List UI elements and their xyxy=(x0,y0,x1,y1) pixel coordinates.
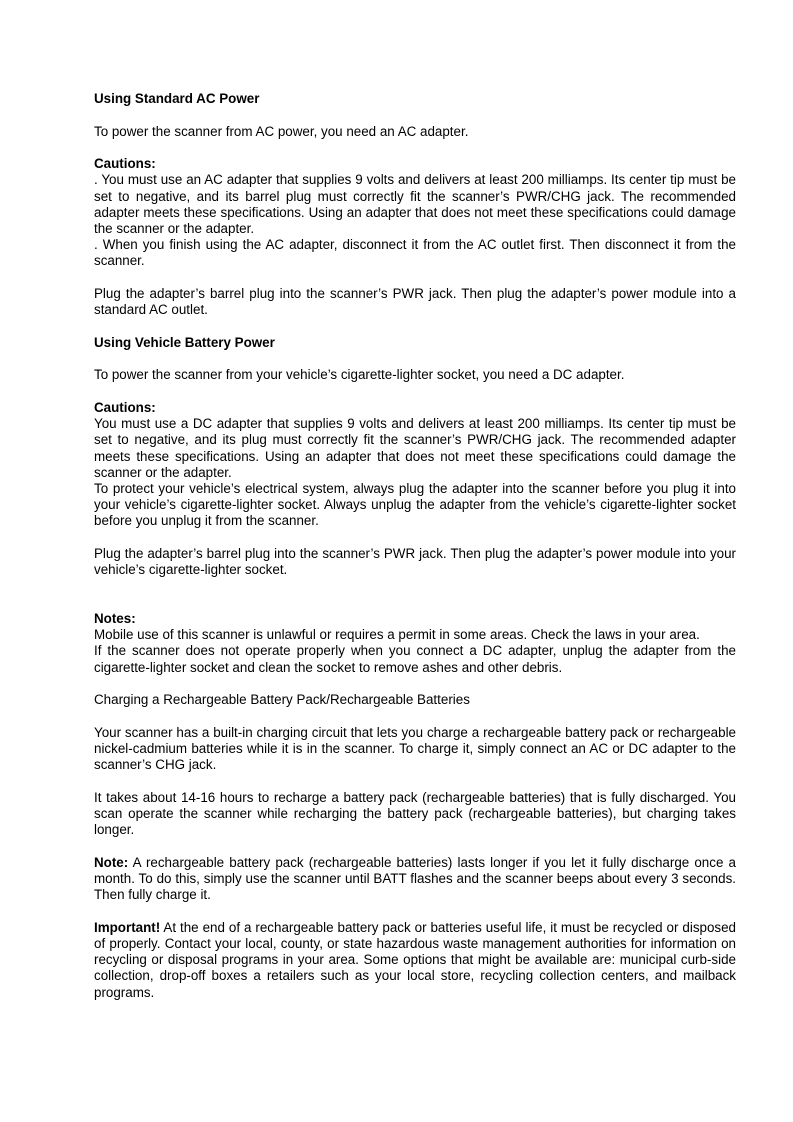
document-page xyxy=(94,91,736,1001)
ac-cautions-label: Cautions: xyxy=(94,156,156,172)
vehicle-cautions-label: Cautions: xyxy=(94,399,156,415)
ac-power-intro: To power the scanner from AC power, you need an AC adapter. xyxy=(94,123,469,139)
ac-power-heading: Using Standard AC Power xyxy=(94,91,260,106)
charging-paragraph-1: Your scanner has a built-in charging circuit that lets you charge a rechargeable battery pack or rechargeable nickel-cadmium batteries while it is in the scanner. To charge it, simply connect an AC or DC adapter to the scanner’s CHG jack. xyxy=(94,724,736,773)
ac-caution-2: . When you finish using the AC adapter, disconnect it from the AC outlet first. Then disconnect it from the scanner. xyxy=(94,237,736,269)
vehicle-caution-1: You must use a DC adapter that supplies 9 volts and delivers at least 200 milliamps. Its center tip must be set to negative, and its plug must correctly fit the scanner’s PWR/CHG jack. The recommended adapter meets these specifications. Using an adapter that does not meet these specifications could damage the scanner or the adapter. xyxy=(94,416,736,480)
charging-note xyxy=(94,855,736,904)
notes-label: Notes: xyxy=(94,610,136,626)
important-text: At the end of a rechargeable battery pack or batteries useful life, it must be recycled or disposed of properly. Contact your local, county, or state hazardous waste management authorities for information on recycling or disposal programs in your area. Some options that might be available are: municipal curb-side collection, drop-off boxes a retailers such as your local store, recycling collection centers, and mailback programs. xyxy=(94,919,736,1000)
vehicle-instructions: Plug the adapter’s barrel plug into the scanner’s PWR jack. Then plug the adapter’s power module into your vehicle’s cigarette-lighter socket. xyxy=(94,546,736,578)
vehicle-power-heading: Using Vehicle Battery Power xyxy=(94,334,275,350)
note-2: If the scanner does not operate properly when you connect a DC adapter, unplug the adapter from the cigarette-lighter socket and clean the socket to remove ashes and other debris. xyxy=(94,643,736,675)
charging-heading: Charging a Rechargeable Battery Pack/Rechargeable Batteries xyxy=(94,692,470,708)
ac-instructions: Plug the adapter’s barrel plug into the scanner’s PWR jack. Then plug the adapter’s power module into a standard AC outlet. xyxy=(94,286,736,318)
ac-caution-1: . You must use an AC adapter that supplies 9 volts and delivers at least 200 milliamps. Its center tip must be set to negative, and its barrel plug must correctly fit the scanner’s PWR/CHG jack. The recommended adapter meets these specifications. Using an adapter that does not meet these specifications could damage the scanner or the adapter. xyxy=(94,172,736,236)
vehicle-caution-2: To protect your vehicle’s electrical system, always plug the adapter into the scanner before you plug it into your vehicle’s cigarette-lighter socket. Always unplug the adapter from the vehicle’s cigarette-lighter socket before you unplug it from the scanner. xyxy=(94,481,736,529)
important-label: Important! xyxy=(94,919,161,935)
charging-paragraph-2: It takes about 14-16 hours to recharge a battery pack (rechargeable batteries) that is fully discharged. You scan operate the scanner while recharging the battery pack (rechargeable batteries), but charging takes longer. xyxy=(94,789,736,838)
charging-note-label: Note: xyxy=(94,854,129,870)
charging-note-text: A rechargeable battery pack (rechargeable batteries) lasts longer if you let it fully discharge once a month. To do this, simply use the scanner until BATT flashes and the scanner beeps about every 3 seconds. Then fully charge it. xyxy=(94,854,736,903)
important-notice xyxy=(94,920,736,1001)
note-1: Mobile use of this scanner is unlawful or requires a permit in some areas. Check the laws in your area. xyxy=(94,627,700,643)
vehicle-power-intro: To power the scanner from your vehicle’s cigarette-lighter socket, you need a DC adapter. xyxy=(94,367,625,383)
